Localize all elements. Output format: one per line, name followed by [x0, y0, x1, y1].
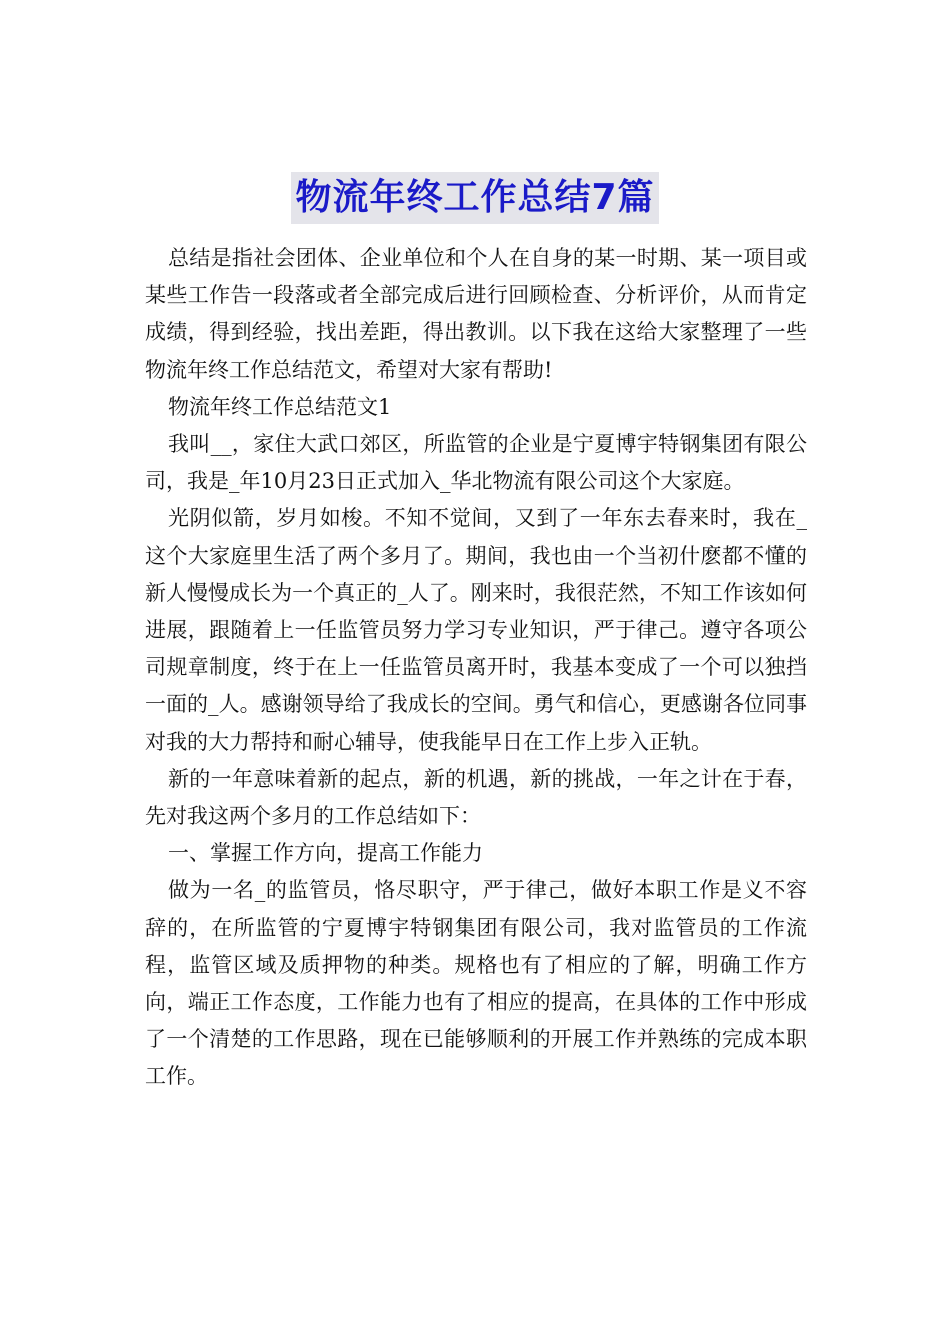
intro-paragraph: 总结是指社会团体、企业单位和个人在自身的某一时期、某一项目或某些工作告一段落或者全部完成后进行回顾检查、分析评价，从而肯定成绩，得到经验，找出差距，得出教训。以下我在这给大家整理了一些物流年终工作总结范文，希望对大家有帮助! [145, 246, 807, 382]
title-area [0, 172, 950, 224]
document-title: 物流年终工作总结7篇 [291, 172, 658, 224]
body-paragraph: 做为一名_的监管员，恪尽职守，严于律己，做好本职工作是义不容辞的，在所监管的宁夏博宇特钢集团有限公司，我对监管员的工作流程，监管区域及质押物的种类。规格也有了相应的了解，明确工作方向，端正工作态度，工作能力也有了相应的提高，在具体的工作中形成了一个清楚的工作思路，现在已能够顺利的开展工作并熟练的完成本职工作。 [145, 878, 807, 1089]
body-paragraph: 新的一年意味着新的起点，新的机遇，新的挑战，一年之计在于春，先对我这两个多月的工作总结如下： [145, 766, 807, 829]
subheading-work-direction: 一、掌握工作方向，提高工作能力 [168, 841, 483, 866]
body-paragraph: 光阴似箭，岁月如梭。不知不觉间，又到了一年东去春来时，我在_这个大家庭里生活了两个多月了。期间，我也由一个当初什麽都不懂的新人慢慢成长为一个真正的_人了。刚来时，我很茫然，不知工作该如何进展，跟随着上一任监管员努力学习专业知识，严于律己。遵守各项公司规章制度，终于在上一任监管员离开时，我基本变成了一个可以独挡一面的_人。感谢领导给了我成长的空间。勇气和信心，更感谢各位同事对我的大力帮持和耐心辅导，使我能早日在工作上步入正轨。 [145, 506, 807, 754]
document-body [145, 240, 807, 1096]
body-paragraph: 我叫__，家住大武口郊区，所监管的企业是宁夏博宇特钢集团有限公司，我是_年10月23日正式加入_华北物流有限公司这个大家庭。 [145, 432, 807, 494]
section-heading-sample-1: 物流年终工作总结范文1 [168, 394, 392, 419]
